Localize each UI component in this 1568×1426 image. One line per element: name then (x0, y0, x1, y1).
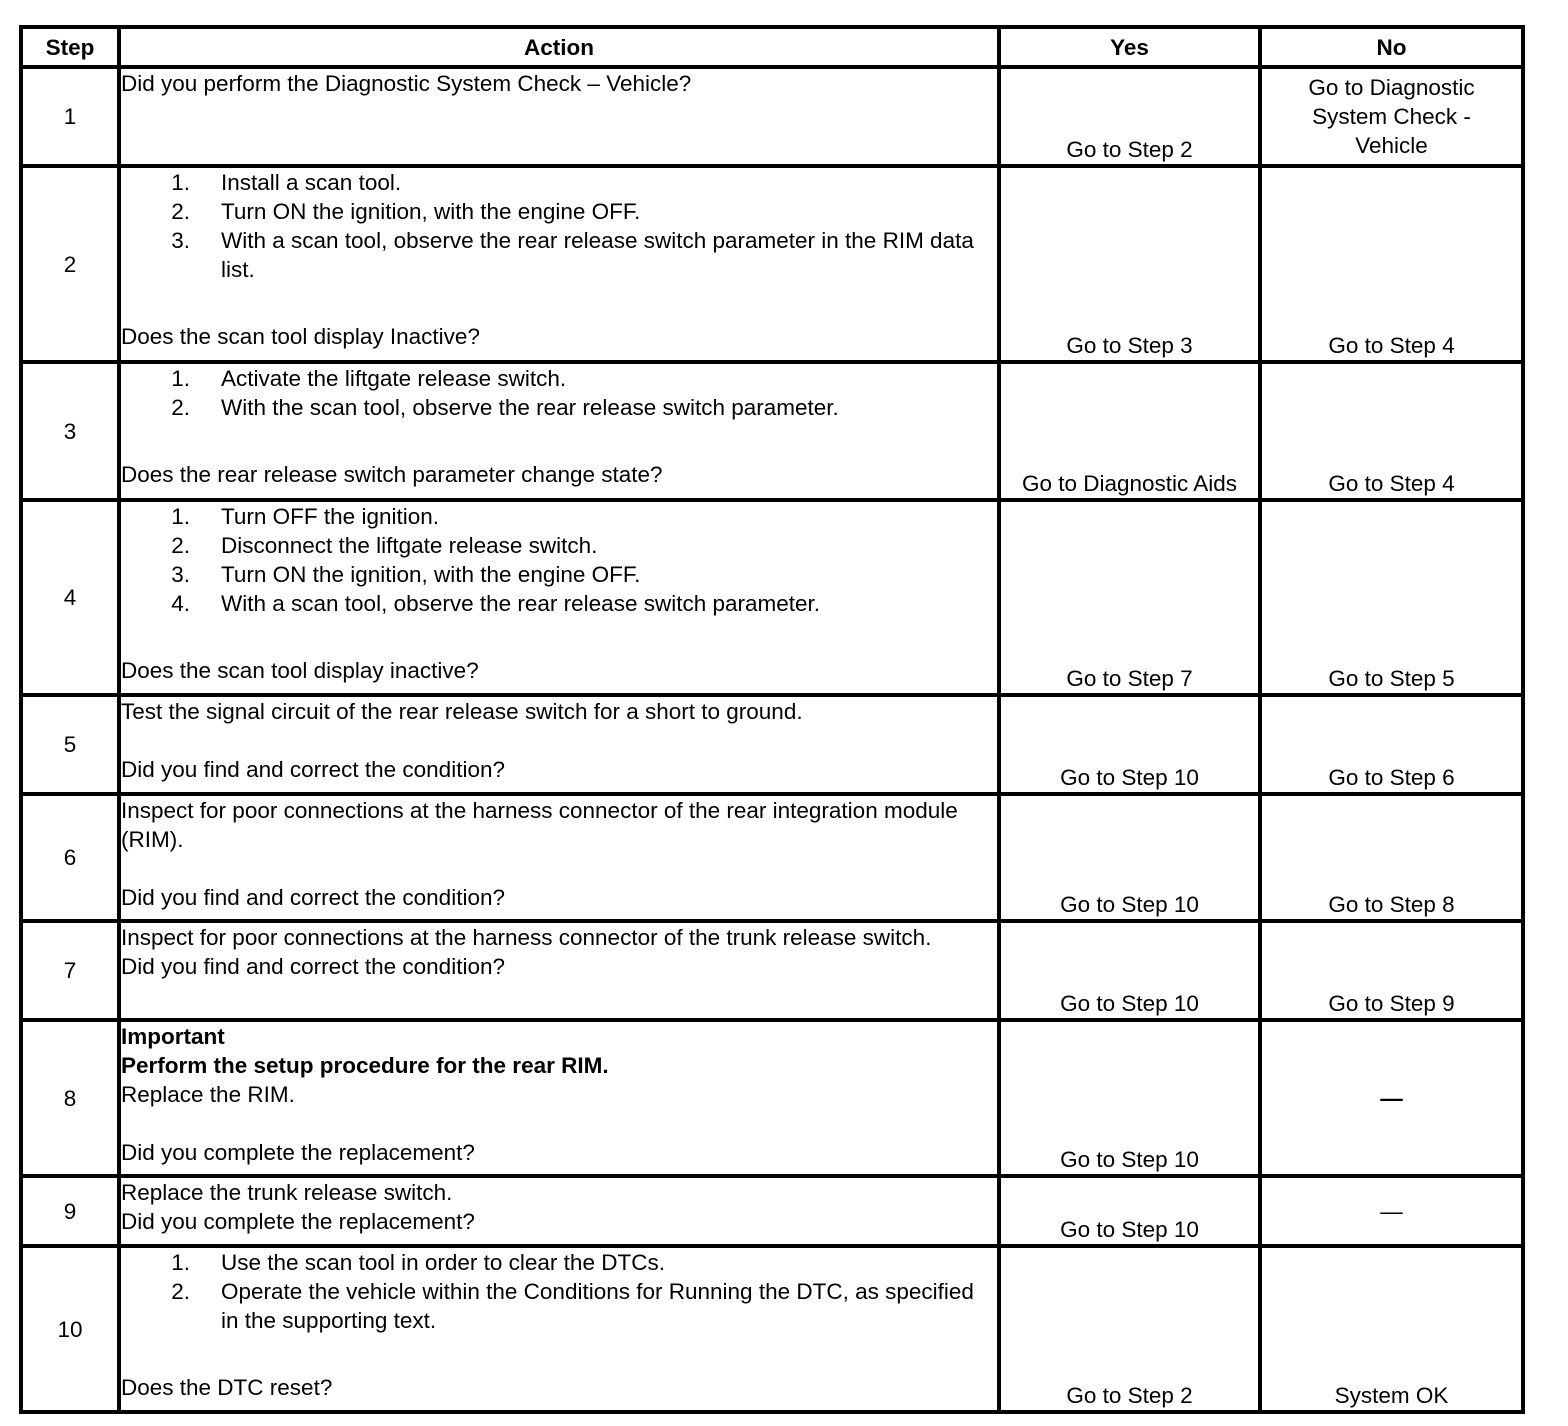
no-cell: Go to Step 9 (1260, 921, 1523, 1020)
action-cell (119, 362, 999, 500)
action-question: Did you find and correct the condition? (121, 885, 505, 910)
header-yes: Yes (999, 27, 1260, 67)
table-row (21, 1176, 1523, 1246)
action-question: Did you find and correct the condition? (121, 954, 505, 979)
action-cell (119, 921, 999, 1020)
list-item: 1. Use the scan tool in order to clear the DTCs. (171, 1250, 665, 1275)
yes-cell: Go to Step 2 (999, 1246, 1260, 1412)
action-steps (121, 502, 997, 618)
action-cell (119, 166, 999, 362)
no-cell: Go to Step 5 (1260, 500, 1523, 695)
action-question: Does the DTC reset? (121, 1375, 333, 1400)
step-number: 7 (21, 921, 119, 1020)
list-item: 2. Turn ON the ignition, with the engine OFF. (171, 199, 641, 224)
no-text: Go to Diagnostic System Check - Vehicle (1308, 75, 1475, 158)
step-number: 9 (21, 1176, 119, 1246)
diagnostic-table (19, 25, 1525, 1414)
action-steps (121, 1248, 997, 1335)
no-cell: Go to Step 4 (1260, 166, 1523, 362)
action-question: Did you find and correct the condition? (121, 757, 505, 782)
no-cell (1260, 67, 1523, 166)
table-row (21, 1246, 1523, 1412)
action-question: Does the scan tool display inactive? (121, 658, 479, 683)
no-cell: — (1260, 1176, 1523, 1246)
yes-cell: Go to Step 10 (999, 921, 1260, 1020)
list-item: 2. Disconnect the liftgate release switch. (171, 533, 598, 558)
action-question: Did you perform the Diagnostic System Check – Vehicle? (121, 71, 692, 96)
step-number: 10 (21, 1246, 119, 1412)
no-cell: — (1260, 1020, 1523, 1176)
table-row (21, 362, 1523, 500)
action-cell (119, 794, 999, 921)
action-cell (119, 1020, 999, 1176)
step-number: 3 (21, 362, 119, 500)
no-cell: Go to Step 4 (1260, 362, 1523, 500)
list-item: 1. Install a scan tool. (171, 170, 402, 195)
step-number: 2 (21, 166, 119, 362)
yes-cell: Go to Step 10 (999, 794, 1260, 921)
table-row (21, 166, 1523, 362)
important-text: Perform the setup procedure for the rear RIM. (121, 1053, 609, 1078)
action-cell (119, 1176, 999, 1246)
action-text: Replace the RIM. (121, 1082, 295, 1107)
table-row (21, 1020, 1523, 1176)
list-item: 3. Turn ON the ignition, with the engine OFF. (171, 562, 641, 587)
action-text: Inspect for poor connections at the harness connector of the trunk release switch. (121, 925, 932, 950)
list-item: 4. With a scan tool, observe the rear release switch parameter. (171, 591, 821, 616)
no-cell: System OK (1260, 1246, 1523, 1412)
action-question: Does the rear release switch parameter change state? (121, 462, 663, 487)
list-item: 2. Operate the vehicle within the Conditions for Running the DTC, as specified in the supporting text. (171, 1279, 974, 1333)
action-steps (121, 364, 997, 422)
list-item: 3. With a scan tool, observe the rear release switch parameter in the RIM data list. (171, 228, 974, 282)
action-cell (119, 67, 999, 166)
action-question: Does the scan tool display Inactive? (121, 324, 480, 349)
action-text: Inspect for poor connections at the harness connector of the rear integration module (RIM). (121, 798, 958, 852)
step-number: 6 (21, 794, 119, 921)
step-number: 8 (21, 1020, 119, 1176)
list-item: 1. Turn OFF the ignition. (171, 504, 440, 529)
action-cell (119, 1246, 999, 1412)
yes-cell: Go to Step 10 (999, 695, 1260, 794)
list-item: 1. Activate the liftgate release switch. (171, 366, 567, 391)
action-steps (121, 168, 997, 284)
yes-cell: Go to Step 3 (999, 166, 1260, 362)
yes-cell: Go to Step 7 (999, 500, 1260, 695)
header-step: Step (21, 27, 119, 67)
table-row (21, 500, 1523, 695)
table-row (21, 794, 1523, 921)
yes-cell: Go to Step 2 (999, 67, 1260, 166)
action-cell (119, 695, 999, 794)
yes-cell: Go to Step 10 (999, 1020, 1260, 1176)
step-number: 5 (21, 695, 119, 794)
table-row (21, 67, 1523, 166)
action-text: Replace the trunk release switch. (121, 1180, 453, 1205)
action-question: Did you complete the replacement? (121, 1140, 475, 1165)
no-cell: Go to Step 8 (1260, 794, 1523, 921)
action-cell (119, 500, 999, 695)
action-text: Test the signal circuit of the rear release switch for a short to ground. (121, 699, 803, 724)
list-item: 2. With the scan tool, observe the rear release switch parameter. (171, 395, 839, 420)
yes-cell: Go to Diagnostic Aids (999, 362, 1260, 500)
step-number: 4 (21, 500, 119, 695)
header-row (21, 27, 1523, 67)
important-label: Important (121, 1024, 225, 1049)
table-row (21, 695, 1523, 794)
header-action: Action (119, 27, 999, 67)
header-no: No (1260, 27, 1523, 67)
table-row (21, 921, 1523, 1020)
step-number: 1 (21, 67, 119, 166)
yes-cell: Go to Step 10 (999, 1176, 1260, 1246)
action-question: Did you complete the replacement? (121, 1209, 475, 1234)
no-cell: Go to Step 6 (1260, 695, 1523, 794)
